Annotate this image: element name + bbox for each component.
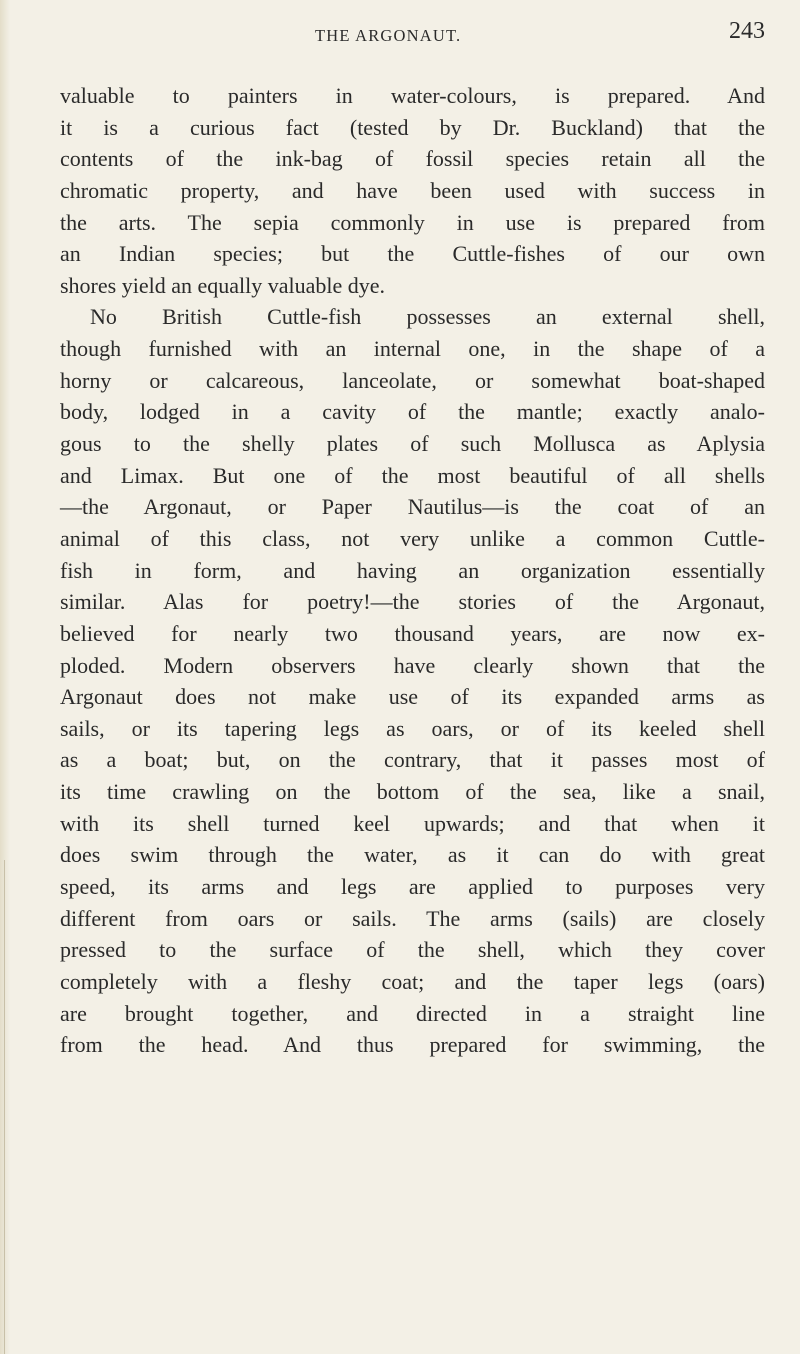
body-text (60, 80, 765, 1061)
text-line: —the Argonaut, or Paper Nautilus—is the coat of an (60, 494, 765, 520)
page-number: 243 (729, 18, 765, 44)
text-line: different from oars or sails. The arms (sails) are closely (60, 905, 765, 931)
text-line: sails, or its tapering legs as oars, or of its keeled shell (60, 715, 765, 741)
text-line: believed for nearly two thousand years, are now ex- (60, 620, 765, 646)
text-line: are brought together, and directed in a straight line (60, 1000, 765, 1026)
text-line: gous to the shelly plates of such Mollusca as Aplysia (60, 431, 765, 457)
text-line: horny or calcareous, lanceolate, or somewhat boat-shaped (60, 367, 765, 393)
text-line: similar. Alas for poetry!—the stories of the Argonaut, (60, 589, 765, 615)
text-line: completely with a fleshy coat; and the taper legs (oars) (60, 968, 765, 994)
text-line: Argonaut does not make use of its expanded arms as (60, 684, 765, 710)
text-line: with its shell turned keel upwards; and that when it (60, 810, 765, 836)
text-line: does swim through the water, as it can do with great (60, 842, 765, 868)
text-line: valuable to painters in water-colours, is prepared. And (60, 83, 765, 108)
text-line: and Limax. But one of the most beautiful of all shells (60, 462, 765, 488)
text-line: as a boat; but, on the contrary, that it passes most of (60, 747, 765, 773)
text-line: speed, its arms and legs are applied to purposes very (60, 874, 765, 900)
running-title: THE ARGONAUT. (315, 26, 462, 45)
text-line: the arts. The sepia commonly in use is prepared from (60, 209, 765, 235)
text-line: No British Cuttle-fish possesses an external shell, (90, 304, 765, 330)
running-head (60, 18, 765, 54)
page-gutter-shadow (0, 0, 10, 1354)
text-line: pressed to the surface of the shell, which they cover (60, 937, 765, 963)
text-line: its time crawling on the bottom of the sea, like a snail, (60, 779, 765, 805)
text-line: shores yield an equally valuable dye. (60, 272, 386, 298)
text-line: animal of this class, not very unlike a common Cuttle- (60, 525, 765, 551)
text-line: an Indian species; but the Cuttle-fishes of our own (60, 241, 765, 267)
text-line: though furnished with an internal one, in the shape of a (60, 336, 765, 362)
text-line: it is a curious fact (tested by Dr. Buckland) that the (60, 114, 765, 140)
text-line: chromatic property, and have been used with success in (60, 177, 765, 203)
page-edge-line (4, 860, 5, 1354)
text-line: fish in form, and having an organization essentially (60, 557, 765, 583)
text-line: body, lodged in a cavity of the mantle; exactly analo- (60, 399, 765, 425)
text-line: ploded. Modern observers have clearly shown that the (60, 652, 765, 678)
text-line: from the head. And thus prepared for swimming, the (60, 1032, 765, 1058)
text-line: contents of the ink-bag of fossil species retain all the (60, 146, 765, 172)
